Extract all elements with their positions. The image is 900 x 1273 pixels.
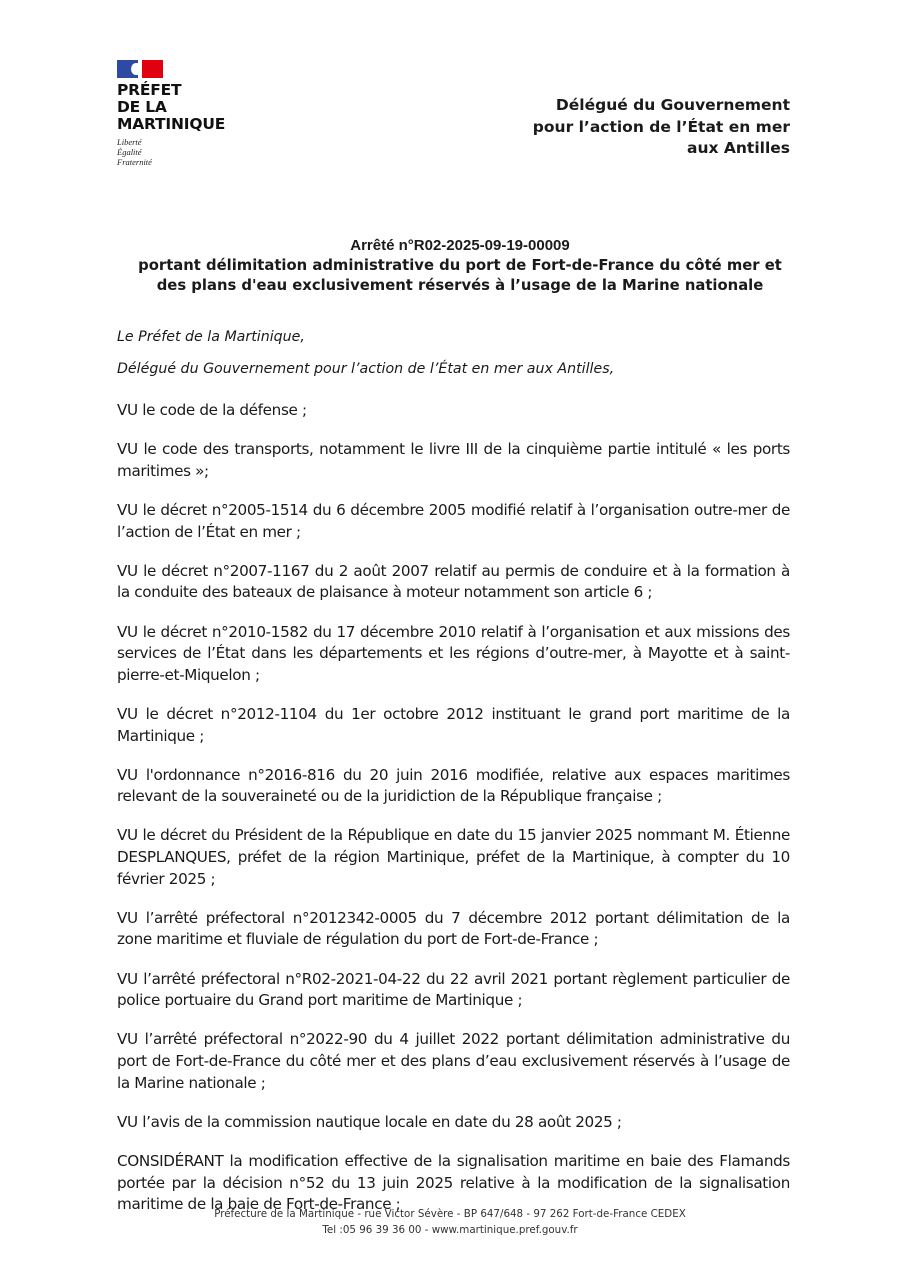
preamble-line: Délégué du Gouvernement pour l’action de l’État en mer aux Antilles,	[117, 361, 615, 377]
clause: CONSIDÉRANT la modification effective de la signalisation maritime en baie des Flamands portée par la décision n°52 du 13 juin 2025 relative à la modification de la signalisation maritime de la baie de Fort-de-France ;	[117, 1151, 790, 1214]
issuer-line: Délégué du Gouvernement	[555, 96, 790, 114]
republic-motto	[117, 137, 225, 167]
logo-name-line: PRÉFET	[117, 81, 182, 99]
clause: VU l’arrêté préfectoral n°2012342-0005 du 7 décembre 2012 portant délimitation de la zone maritime et fluviale de régulation du port de Fort-de-France ;	[117, 908, 790, 949]
clause: VU le décret du Président de la République en date du 15 janvier 2025 nommant M. Étienne DESPLANQUES, préfet de la région Martinique, préfet de la Martinique, à compter du 10 février 2025 ;	[117, 826, 790, 888]
preamble	[117, 321, 614, 385]
clause: VU l'ordonnance n°2016-816 du 20 juin 2016 modifiée, relative aux espaces maritimes relevant de la souveraineté ou de la juridiction de la République française ;	[117, 765, 790, 806]
prefecture-logo	[117, 60, 225, 167]
document-title	[110, 236, 810, 296]
issuer-line: aux Antilles	[686, 139, 790, 157]
clause: VU l’arrêté préfectoral n°R02-2021-04-22 du 22 avril 2021 portant règlement particulier de police portuaire du Grand port maritime de Martinique ;	[117, 969, 790, 1010]
motto-line: Égalité	[117, 147, 142, 157]
clause: VU le code des transports, notamment le livre III de la cinquième partie intitulé « les ports maritimes »;	[117, 440, 790, 480]
clause: VU l’avis de la commission nautique locale en date du 28 août 2025 ;	[117, 1112, 622, 1131]
motto-line: Liberté	[117, 137, 142, 147]
clause: VU le décret n°2007-1167 du 2 août 2007 relatif au permis de conduire et à la formation à la conduite des bateaux de plaisance à moteur notamment son article 6 ;	[117, 561, 790, 602]
issuer-header	[533, 95, 790, 160]
preamble-line: Le Préfet de la Martinique,	[117, 329, 305, 345]
logo-name-line: DE LA	[117, 98, 167, 116]
clause: VU le décret n°2005-1514 du 6 décembre 2005 modifié relatif à l’organisation outre-mer de l’action de l’État en mer ;	[117, 500, 790, 541]
page-footer	[0, 1207, 900, 1238]
issuer-line: pour l’action de l’État en mer	[532, 117, 790, 136]
footer-address: Préfecture de la Martinique - rue Victor Sévère - BP 647/648 - 97 262 Fort-de-France CEDEX	[214, 1208, 686, 1220]
marianne-flag-icon	[117, 60, 163, 78]
title-subject-line: des plans d'eau exclusivement réservés à l’usage de la Marine nationale	[156, 277, 764, 294]
clauses-list	[117, 400, 790, 1233]
logo-name-line: MARTINIQUE	[117, 115, 226, 133]
clause: VU le code de la défense ;	[117, 401, 307, 419]
clause: VU le décret n°2012-1104 du 1er octobre 2012 instituant le grand port maritime de la Martinique ;	[117, 704, 790, 745]
motto-line: Fraternité	[117, 157, 152, 167]
logo-name	[117, 82, 225, 133]
clause: VU l’arrêté préfectoral n°2022-90 du 4 juillet 2022 portant délimitation administrative du port de Fort-de-France du côté mer et des plans d’eau exclusivement réservés à l’usage de la Marine nationale ;	[117, 1030, 790, 1092]
footer-contact: Tel :05 96 39 36 00 - www.martinique.pref.gouv.fr	[322, 1223, 578, 1236]
clause: VU le décret n°2010-1582 du 17 décembre 2010 relatif à l’organisation et aux missions des services de l’État dans les départements et les régions d’outre-mer, à Mayotte et à saint-pierre-et-Miquelon ;	[117, 622, 790, 684]
title-subject-line: portant délimitation administrative du port de Fort-de-France du côté mer et	[138, 257, 782, 274]
arrete-number: Arrêté n°R02-2025-09-19-00009	[350, 237, 570, 254]
